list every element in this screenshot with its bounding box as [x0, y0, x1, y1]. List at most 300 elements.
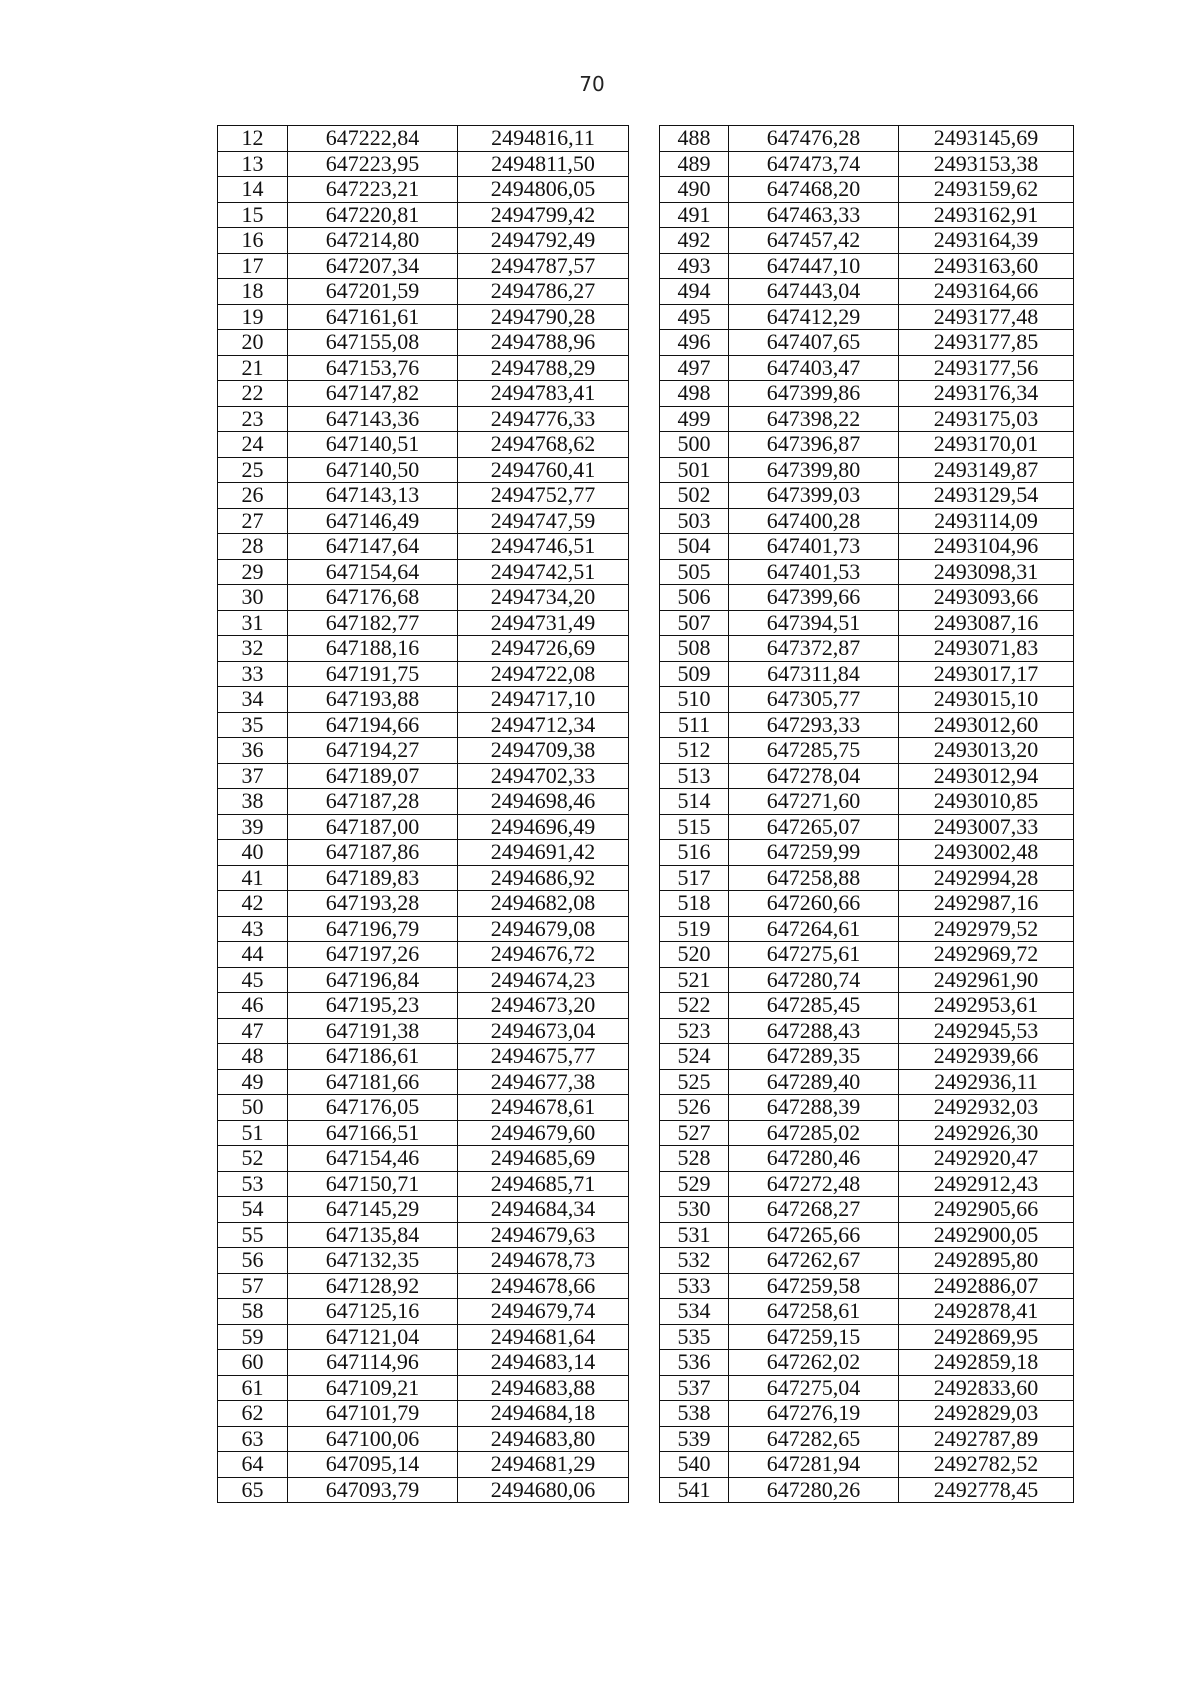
- left-point-number-cell: 61: [218, 1375, 288, 1401]
- table-row: [218, 1273, 1074, 1299]
- left-y-coordinate-cell: 2494684,18: [458, 1401, 629, 1427]
- left-y-coordinate-cell: 2494678,66: [458, 1273, 629, 1299]
- left-point-number-cell: 30: [218, 585, 288, 611]
- left-x-coordinate-cell: 647155,08: [288, 330, 458, 356]
- right-point-number-cell: 505: [660, 559, 729, 585]
- right-y-coordinate-cell: 2492869,95: [899, 1324, 1074, 1350]
- column-gap: [629, 1171, 660, 1197]
- column-gap: [629, 202, 660, 228]
- left-x-coordinate-cell: 647147,82: [288, 381, 458, 407]
- left-x-coordinate-cell: 647187,28: [288, 789, 458, 815]
- right-x-coordinate-cell: 647293,33: [729, 712, 899, 738]
- left-x-coordinate-cell: 647222,84: [288, 126, 458, 152]
- column-gap: [629, 763, 660, 789]
- left-y-coordinate-cell: 2494722,08: [458, 661, 629, 687]
- left-point-number-cell: 14: [218, 177, 288, 203]
- table-row: [218, 712, 1074, 738]
- table-row: [218, 126, 1074, 152]
- left-x-coordinate-cell: 647196,84: [288, 967, 458, 993]
- table-row: [218, 559, 1074, 585]
- right-x-coordinate-cell: 647476,28: [729, 126, 899, 152]
- column-gap: [629, 483, 660, 509]
- right-x-coordinate-cell: 647403,47: [729, 355, 899, 381]
- right-point-number-cell: 513: [660, 763, 729, 789]
- left-y-coordinate-cell: 2494685,69: [458, 1146, 629, 1172]
- right-x-coordinate-cell: 647280,26: [729, 1477, 899, 1503]
- left-point-number-cell: 43: [218, 916, 288, 942]
- table-row: [218, 814, 1074, 840]
- column-gap: [629, 840, 660, 866]
- column-gap: [629, 687, 660, 713]
- column-gap: [629, 330, 660, 356]
- right-x-coordinate-cell: 647473,74: [729, 151, 899, 177]
- left-x-coordinate-cell: 647189,07: [288, 763, 458, 789]
- left-point-number-cell: 26: [218, 483, 288, 509]
- right-y-coordinate-cell: 2493170,01: [899, 432, 1074, 458]
- right-x-coordinate-cell: 647281,94: [729, 1452, 899, 1478]
- column-gap: [629, 1350, 660, 1376]
- right-x-coordinate-cell: 647288,39: [729, 1095, 899, 1121]
- right-y-coordinate-cell: 2492932,03: [899, 1095, 1074, 1121]
- left-x-coordinate-cell: 647191,38: [288, 1018, 458, 1044]
- table-row: [218, 1452, 1074, 1478]
- table-row: [218, 1171, 1074, 1197]
- column-gap: [629, 304, 660, 330]
- table-row: [218, 942, 1074, 968]
- left-point-number-cell: 44: [218, 942, 288, 968]
- column-gap: [629, 636, 660, 662]
- right-point-number-cell: 510: [660, 687, 729, 713]
- right-point-number-cell: 498: [660, 381, 729, 407]
- column-gap: [629, 559, 660, 585]
- left-point-number-cell: 55: [218, 1222, 288, 1248]
- right-point-number-cell: 507: [660, 610, 729, 636]
- right-y-coordinate-cell: 2493153,38: [899, 151, 1074, 177]
- left-x-coordinate-cell: 647223,95: [288, 151, 458, 177]
- left-point-number-cell: 58: [218, 1299, 288, 1325]
- right-y-coordinate-cell: 2492994,28: [899, 865, 1074, 891]
- left-x-coordinate-cell: 647193,88: [288, 687, 458, 713]
- right-x-coordinate-cell: 647372,87: [729, 636, 899, 662]
- right-x-coordinate-cell: 647265,66: [729, 1222, 899, 1248]
- left-y-coordinate-cell: 2494679,60: [458, 1120, 629, 1146]
- right-point-number-cell: 541: [660, 1477, 729, 1503]
- right-x-coordinate-cell: 647407,65: [729, 330, 899, 356]
- right-x-coordinate-cell: 647401,53: [729, 559, 899, 585]
- right-y-coordinate-cell: 2492912,43: [899, 1171, 1074, 1197]
- left-point-number-cell: 54: [218, 1197, 288, 1223]
- right-y-coordinate-cell: 2493104,96: [899, 534, 1074, 560]
- column-gap: [629, 916, 660, 942]
- right-x-coordinate-cell: 647260,66: [729, 891, 899, 917]
- left-y-coordinate-cell: 2494786,27: [458, 279, 629, 305]
- right-y-coordinate-cell: 2492905,66: [899, 1197, 1074, 1223]
- left-x-coordinate-cell: 647101,79: [288, 1401, 458, 1427]
- left-y-coordinate-cell: 2494806,05: [458, 177, 629, 203]
- left-point-number-cell: 15: [218, 202, 288, 228]
- left-point-number-cell: 64: [218, 1452, 288, 1478]
- right-x-coordinate-cell: 647399,86: [729, 381, 899, 407]
- right-point-number-cell: 504: [660, 534, 729, 560]
- left-y-coordinate-cell: 2494691,42: [458, 840, 629, 866]
- table-row: [218, 636, 1074, 662]
- right-y-coordinate-cell: 2493012,60: [899, 712, 1074, 738]
- column-gap: [629, 381, 660, 407]
- left-y-coordinate-cell: 2494799,42: [458, 202, 629, 228]
- left-point-number-cell: 57: [218, 1273, 288, 1299]
- column-gap: [629, 814, 660, 840]
- right-point-number-cell: 512: [660, 738, 729, 764]
- right-y-coordinate-cell: 2493145,69: [899, 126, 1074, 152]
- table-row: [218, 1477, 1074, 1503]
- left-x-coordinate-cell: 647153,76: [288, 355, 458, 381]
- right-y-coordinate-cell: 2492878,41: [899, 1299, 1074, 1325]
- left-x-coordinate-cell: 647187,00: [288, 814, 458, 840]
- left-x-coordinate-cell: 647140,51: [288, 432, 458, 458]
- table-row: [218, 177, 1074, 203]
- left-x-coordinate-cell: 647189,83: [288, 865, 458, 891]
- right-x-coordinate-cell: 647262,67: [729, 1248, 899, 1274]
- column-gap: [629, 789, 660, 815]
- right-x-coordinate-cell: 647275,61: [729, 942, 899, 968]
- right-point-number-cell: 506: [660, 585, 729, 611]
- left-point-number-cell: 63: [218, 1426, 288, 1452]
- left-x-coordinate-cell: 647194,27: [288, 738, 458, 764]
- table-row: [218, 763, 1074, 789]
- right-point-number-cell: 536: [660, 1350, 729, 1376]
- column-gap: [629, 942, 660, 968]
- coordinates-table-body: [218, 126, 1074, 1503]
- right-y-coordinate-cell: 2492900,05: [899, 1222, 1074, 1248]
- left-point-number-cell: 60: [218, 1350, 288, 1376]
- column-gap: [629, 1477, 660, 1503]
- right-point-number-cell: 511: [660, 712, 729, 738]
- right-point-number-cell: 497: [660, 355, 729, 381]
- right-y-coordinate-cell: 2493164,39: [899, 228, 1074, 254]
- left-point-number-cell: 36: [218, 738, 288, 764]
- right-x-coordinate-cell: 647282,65: [729, 1426, 899, 1452]
- left-point-number-cell: 50: [218, 1095, 288, 1121]
- left-x-coordinate-cell: 647186,61: [288, 1044, 458, 1070]
- right-y-coordinate-cell: 2493093,66: [899, 585, 1074, 611]
- right-x-coordinate-cell: 647258,88: [729, 865, 899, 891]
- right-point-number-cell: 492: [660, 228, 729, 254]
- right-y-coordinate-cell: 2493149,87: [899, 457, 1074, 483]
- left-point-number-cell: 18: [218, 279, 288, 305]
- left-x-coordinate-cell: 647140,50: [288, 457, 458, 483]
- left-point-number-cell: 32: [218, 636, 288, 662]
- left-y-coordinate-cell: 2494702,33: [458, 763, 629, 789]
- left-point-number-cell: 17: [218, 253, 288, 279]
- right-x-coordinate-cell: 647285,02: [729, 1120, 899, 1146]
- left-y-coordinate-cell: 2494678,73: [458, 1248, 629, 1274]
- right-x-coordinate-cell: 647265,07: [729, 814, 899, 840]
- column-gap: [629, 151, 660, 177]
- left-y-coordinate-cell: 2494678,61: [458, 1095, 629, 1121]
- left-y-coordinate-cell: 2494696,49: [458, 814, 629, 840]
- right-y-coordinate-cell: 2492782,52: [899, 1452, 1074, 1478]
- column-gap: [629, 1120, 660, 1146]
- left-x-coordinate-cell: 647100,06: [288, 1426, 458, 1452]
- left-point-number-cell: 65: [218, 1477, 288, 1503]
- table-row: [218, 1299, 1074, 1325]
- right-point-number-cell: 517: [660, 865, 729, 891]
- left-point-number-cell: 38: [218, 789, 288, 815]
- left-x-coordinate-cell: 647121,04: [288, 1324, 458, 1350]
- right-x-coordinate-cell: 647285,45: [729, 993, 899, 1019]
- column-gap: [629, 1375, 660, 1401]
- left-y-coordinate-cell: 2494726,69: [458, 636, 629, 662]
- table-row: [218, 1222, 1074, 1248]
- right-x-coordinate-cell: 647457,42: [729, 228, 899, 254]
- right-point-number-cell: 509: [660, 661, 729, 687]
- right-point-number-cell: 532: [660, 1248, 729, 1274]
- column-gap: [629, 126, 660, 152]
- right-point-number-cell: 520: [660, 942, 729, 968]
- column-gap: [629, 1452, 660, 1478]
- left-y-coordinate-cell: 2494679,74: [458, 1299, 629, 1325]
- right-point-number-cell: 499: [660, 406, 729, 432]
- left-y-coordinate-cell: 2494674,23: [458, 967, 629, 993]
- right-y-coordinate-cell: 2492987,16: [899, 891, 1074, 917]
- left-y-coordinate-cell: 2494698,46: [458, 789, 629, 815]
- left-y-coordinate-cell: 2494673,04: [458, 1018, 629, 1044]
- left-y-coordinate-cell: 2494685,71: [458, 1171, 629, 1197]
- left-point-number-cell: 19: [218, 304, 288, 330]
- right-x-coordinate-cell: 647259,15: [729, 1324, 899, 1350]
- right-y-coordinate-cell: 2492939,66: [899, 1044, 1074, 1070]
- left-y-coordinate-cell: 2494816,11: [458, 126, 629, 152]
- left-x-coordinate-cell: 647196,79: [288, 916, 458, 942]
- table-row: [218, 330, 1074, 356]
- right-point-number-cell: 535: [660, 1324, 729, 1350]
- right-y-coordinate-cell: 2493015,10: [899, 687, 1074, 713]
- right-y-coordinate-cell: 2492969,72: [899, 942, 1074, 968]
- left-point-number-cell: 13: [218, 151, 288, 177]
- right-point-number-cell: 500: [660, 432, 729, 458]
- right-x-coordinate-cell: 647259,99: [729, 840, 899, 866]
- right-x-coordinate-cell: 647276,19: [729, 1401, 899, 1427]
- right-x-coordinate-cell: 647399,03: [729, 483, 899, 509]
- table-row: [218, 891, 1074, 917]
- right-point-number-cell: 503: [660, 508, 729, 534]
- column-gap: [629, 1324, 660, 1350]
- table-row: [218, 967, 1074, 993]
- left-point-number-cell: 47: [218, 1018, 288, 1044]
- right-y-coordinate-cell: 2493175,03: [899, 406, 1074, 432]
- column-gap: [629, 1095, 660, 1121]
- column-gap: [629, 1146, 660, 1172]
- column-gap: [629, 253, 660, 279]
- table-row: [218, 457, 1074, 483]
- left-x-coordinate-cell: 647188,16: [288, 636, 458, 662]
- right-x-coordinate-cell: 647399,80: [729, 457, 899, 483]
- column-gap: [629, 661, 660, 687]
- left-point-number-cell: 46: [218, 993, 288, 1019]
- right-x-coordinate-cell: 647447,10: [729, 253, 899, 279]
- table-row: [218, 687, 1074, 713]
- table-row: [218, 228, 1074, 254]
- table-row: [218, 253, 1074, 279]
- left-point-number-cell: 48: [218, 1044, 288, 1070]
- left-point-number-cell: 49: [218, 1069, 288, 1095]
- left-y-coordinate-cell: 2494783,41: [458, 381, 629, 407]
- right-y-coordinate-cell: 2492829,03: [899, 1401, 1074, 1427]
- left-x-coordinate-cell: 647201,59: [288, 279, 458, 305]
- right-x-coordinate-cell: 647398,22: [729, 406, 899, 432]
- left-y-coordinate-cell: 2494679,63: [458, 1222, 629, 1248]
- right-y-coordinate-cell: 2492833,60: [899, 1375, 1074, 1401]
- left-x-coordinate-cell: 647150,71: [288, 1171, 458, 1197]
- left-y-coordinate-cell: 2494683,14: [458, 1350, 629, 1376]
- table-row: [218, 738, 1074, 764]
- right-x-coordinate-cell: 647288,43: [729, 1018, 899, 1044]
- table-row: [218, 865, 1074, 891]
- table-row: [218, 1069, 1074, 1095]
- left-y-coordinate-cell: 2494676,72: [458, 942, 629, 968]
- right-y-coordinate-cell: 2493013,20: [899, 738, 1074, 764]
- left-y-coordinate-cell: 2494776,33: [458, 406, 629, 432]
- right-x-coordinate-cell: 647285,75: [729, 738, 899, 764]
- right-y-coordinate-cell: 2493164,66: [899, 279, 1074, 305]
- table-row: [218, 1120, 1074, 1146]
- table-row: [218, 1324, 1074, 1350]
- right-y-coordinate-cell: 2492787,89: [899, 1426, 1074, 1452]
- column-gap: [629, 406, 660, 432]
- column-gap: [629, 432, 660, 458]
- left-point-number-cell: 45: [218, 967, 288, 993]
- left-x-coordinate-cell: 647193,28: [288, 891, 458, 917]
- right-point-number-cell: 525: [660, 1069, 729, 1095]
- table-row: [218, 1197, 1074, 1223]
- right-point-number-cell: 534: [660, 1299, 729, 1325]
- left-point-number-cell: 12: [218, 126, 288, 152]
- column-gap: [629, 1426, 660, 1452]
- left-x-coordinate-cell: 647147,64: [288, 534, 458, 560]
- left-y-coordinate-cell: 2494790,28: [458, 304, 629, 330]
- left-y-coordinate-cell: 2494683,88: [458, 1375, 629, 1401]
- right-y-coordinate-cell: 2492926,30: [899, 1120, 1074, 1146]
- left-point-number-cell: 33: [218, 661, 288, 687]
- right-y-coordinate-cell: 2492961,90: [899, 967, 1074, 993]
- left-y-coordinate-cell: 2494788,29: [458, 355, 629, 381]
- left-y-coordinate-cell: 2494675,77: [458, 1044, 629, 1070]
- left-x-coordinate-cell: 647154,64: [288, 559, 458, 585]
- right-x-coordinate-cell: 647264,61: [729, 916, 899, 942]
- table-row: [218, 1375, 1074, 1401]
- right-y-coordinate-cell: 2493098,31: [899, 559, 1074, 585]
- left-x-coordinate-cell: 647125,16: [288, 1299, 458, 1325]
- table-row: [218, 381, 1074, 407]
- coordinates-table: [217, 125, 1074, 1503]
- table-row: [218, 840, 1074, 866]
- table-row: [218, 1044, 1074, 1070]
- table-row: [218, 432, 1074, 458]
- left-y-coordinate-cell: 2494684,34: [458, 1197, 629, 1223]
- right-point-number-cell: 533: [660, 1273, 729, 1299]
- left-point-number-cell: 53: [218, 1171, 288, 1197]
- right-point-number-cell: 515: [660, 814, 729, 840]
- table-row: [218, 1401, 1074, 1427]
- right-y-coordinate-cell: 2492953,61: [899, 993, 1074, 1019]
- right-point-number-cell: 531: [660, 1222, 729, 1248]
- column-gap: [629, 279, 660, 305]
- right-x-coordinate-cell: 647305,77: [729, 687, 899, 713]
- right-x-coordinate-cell: 647463,33: [729, 202, 899, 228]
- left-x-coordinate-cell: 647146,49: [288, 508, 458, 534]
- table-row: [218, 1095, 1074, 1121]
- left-y-coordinate-cell: 2494742,51: [458, 559, 629, 585]
- left-point-number-cell: 56: [218, 1248, 288, 1274]
- column-gap: [629, 610, 660, 636]
- left-x-coordinate-cell: 647220,81: [288, 202, 458, 228]
- column-gap: [629, 1248, 660, 1274]
- left-point-number-cell: 34: [218, 687, 288, 713]
- table-row: [218, 916, 1074, 942]
- left-y-coordinate-cell: 2494683,80: [458, 1426, 629, 1452]
- right-point-number-cell: 494: [660, 279, 729, 305]
- right-y-coordinate-cell: 2492936,11: [899, 1069, 1074, 1095]
- right-y-coordinate-cell: 2493163,60: [899, 253, 1074, 279]
- left-x-coordinate-cell: 647187,86: [288, 840, 458, 866]
- left-point-number-cell: 21: [218, 355, 288, 381]
- table-row: [218, 202, 1074, 228]
- right-y-coordinate-cell: 2493017,17: [899, 661, 1074, 687]
- left-point-number-cell: 59: [218, 1324, 288, 1350]
- left-y-coordinate-cell: 2494677,38: [458, 1069, 629, 1095]
- table-row: [218, 279, 1074, 305]
- right-point-number-cell: 523: [660, 1018, 729, 1044]
- left-point-number-cell: 62: [218, 1401, 288, 1427]
- right-y-coordinate-cell: 2492979,52: [899, 916, 1074, 942]
- table-row: [218, 483, 1074, 509]
- left-y-coordinate-cell: 2494709,38: [458, 738, 629, 764]
- column-gap: [629, 967, 660, 993]
- left-y-coordinate-cell: 2494734,20: [458, 585, 629, 611]
- left-point-number-cell: 31: [218, 610, 288, 636]
- right-point-number-cell: 493: [660, 253, 729, 279]
- table-row: [218, 610, 1074, 636]
- column-gap: [629, 457, 660, 483]
- right-x-coordinate-cell: 647259,58: [729, 1273, 899, 1299]
- column-gap: [629, 1069, 660, 1095]
- right-point-number-cell: 501: [660, 457, 729, 483]
- left-x-coordinate-cell: 647161,61: [288, 304, 458, 330]
- left-x-coordinate-cell: 647145,29: [288, 1197, 458, 1223]
- left-x-coordinate-cell: 647181,66: [288, 1069, 458, 1095]
- left-point-number-cell: 29: [218, 559, 288, 585]
- left-point-number-cell: 52: [218, 1146, 288, 1172]
- column-gap: [629, 712, 660, 738]
- left-x-coordinate-cell: 647109,21: [288, 1375, 458, 1401]
- right-y-coordinate-cell: 2492859,18: [899, 1350, 1074, 1376]
- right-x-coordinate-cell: 647289,40: [729, 1069, 899, 1095]
- table-row: [218, 304, 1074, 330]
- right-x-coordinate-cell: 647280,74: [729, 967, 899, 993]
- table-row: [218, 151, 1074, 177]
- right-point-number-cell: 490: [660, 177, 729, 203]
- column-gap: [629, 508, 660, 534]
- column-gap: [629, 1222, 660, 1248]
- column-gap: [629, 1299, 660, 1325]
- left-x-coordinate-cell: 647214,80: [288, 228, 458, 254]
- left-y-coordinate-cell: 2494681,64: [458, 1324, 629, 1350]
- right-x-coordinate-cell: 647278,04: [729, 763, 899, 789]
- left-point-number-cell: 23: [218, 406, 288, 432]
- left-x-coordinate-cell: 647132,35: [288, 1248, 458, 1274]
- right-x-coordinate-cell: 647400,28: [729, 508, 899, 534]
- right-point-number-cell: 524: [660, 1044, 729, 1070]
